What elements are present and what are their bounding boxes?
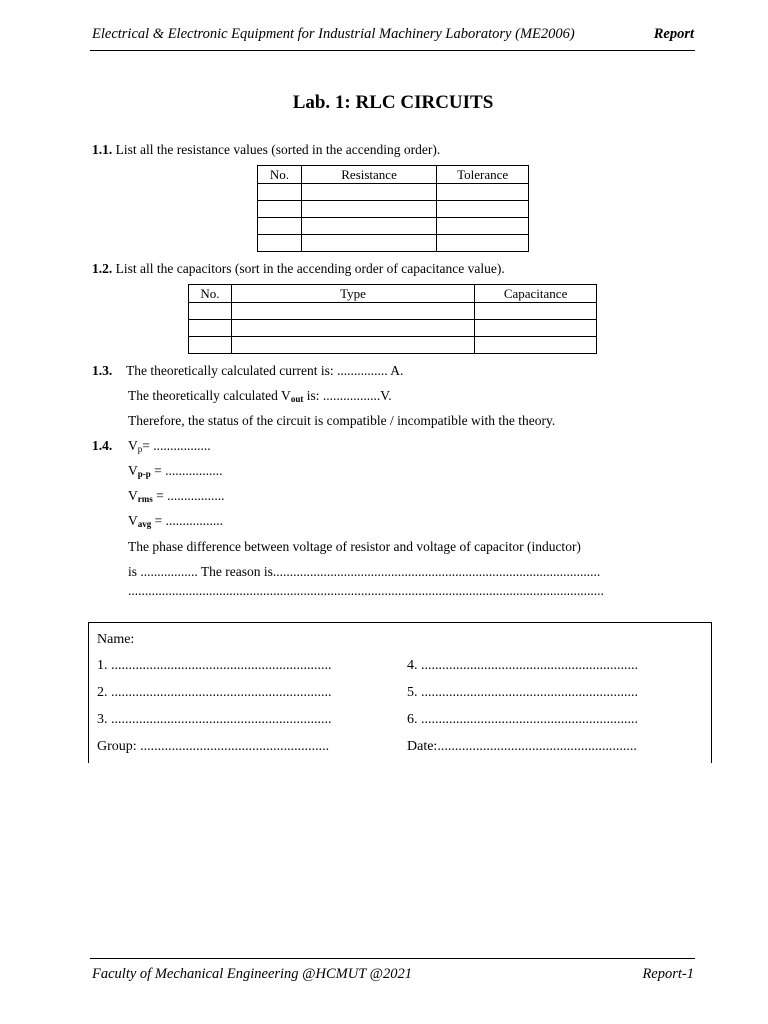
vavg-label: V bbox=[128, 513, 138, 528]
vpp-value: = ................. bbox=[150, 463, 223, 478]
header-report-label: Report bbox=[653, 26, 694, 42]
question-1-1 bbox=[92, 142, 440, 158]
header-course-title: Electrical & Electronic Equipment for Industrial Machinery Laboratory (ME2006) bbox=[92, 26, 575, 42]
name-label: Name: bbox=[97, 632, 135, 647]
column-header: Type bbox=[231, 285, 474, 303]
question-1-4-number bbox=[92, 438, 112, 454]
vrms-subscript: rms bbox=[137, 494, 153, 504]
table-row bbox=[258, 184, 529, 201]
table-cell[interactable] bbox=[231, 337, 474, 354]
table-cell[interactable] bbox=[301, 201, 436, 218]
reason-line: is ................. The reason is................................................................................................. bbox=[128, 564, 601, 579]
question-text: List all the capacitors (sort in the accending order of capacitance value). bbox=[115, 261, 505, 276]
header-rule bbox=[90, 50, 695, 51]
question-number: 1.1. bbox=[92, 142, 113, 157]
question-number: 1.2. bbox=[92, 261, 113, 276]
table-cell[interactable] bbox=[301, 235, 436, 252]
member-1-field[interactable]: 1. ............................................................... bbox=[97, 658, 332, 673]
question-number: 1.4. bbox=[92, 438, 113, 453]
vavg-subscript: avg bbox=[137, 519, 152, 529]
footer-page-label: Report-1 bbox=[642, 966, 694, 982]
table-cell[interactable] bbox=[258, 201, 302, 218]
table-cell[interactable] bbox=[189, 337, 232, 354]
table-row bbox=[189, 303, 597, 320]
vout-subscript: out bbox=[290, 394, 304, 404]
table-cell[interactable] bbox=[231, 320, 474, 337]
column-header: Capacitance bbox=[475, 285, 597, 303]
resistance-table bbox=[257, 165, 529, 252]
footer-faculty: Faculty of Mechanical Engineering @HCMUT @2021 bbox=[92, 966, 412, 982]
vp-subscript: p bbox=[137, 444, 143, 454]
table-cell[interactable] bbox=[231, 303, 474, 320]
vp-value: = ................. bbox=[142, 438, 211, 453]
vrms-value: = ................. bbox=[152, 488, 225, 503]
table-cell[interactable] bbox=[475, 337, 597, 354]
table-cell[interactable] bbox=[189, 320, 232, 337]
date-field[interactable]: Date:......................................................... bbox=[407, 739, 637, 754]
question-1-3-number bbox=[92, 363, 112, 379]
circuit-status-line: Therefore, the status of the circuit is compatible / incompatible with the theory. bbox=[128, 413, 556, 428]
vp-label: V bbox=[128, 438, 138, 453]
column-header: Resistance bbox=[301, 166, 436, 184]
member-6-field[interactable]: 6. .............................................................. bbox=[407, 712, 638, 727]
vout-value: is: .................V. bbox=[303, 388, 392, 403]
calculated-vout-line bbox=[128, 388, 392, 404]
vp-line bbox=[128, 438, 211, 454]
vpp-line bbox=[128, 463, 223, 479]
phase-difference-line: The phase difference between voltage of resistor and voltage of capacitor (inductor) bbox=[128, 539, 581, 554]
group-field[interactable]: Group: ...................................................... bbox=[97, 739, 330, 754]
vout-text: The theoretically calculated V bbox=[128, 388, 291, 403]
member-2-field[interactable]: 2. ............................................................... bbox=[97, 685, 332, 700]
vrms-line bbox=[128, 488, 225, 504]
table-cell[interactable] bbox=[437, 184, 529, 201]
member-5-field[interactable]: 5. .............................................................. bbox=[407, 685, 638, 700]
table-cell[interactable] bbox=[258, 218, 302, 235]
vavg-line bbox=[128, 513, 223, 529]
table-row bbox=[258, 218, 529, 235]
table-cell[interactable] bbox=[437, 218, 529, 235]
vrms-label: V bbox=[128, 488, 138, 503]
column-header: Tolerance bbox=[437, 166, 529, 184]
table-row bbox=[258, 201, 529, 218]
table-cell[interactable] bbox=[437, 235, 529, 252]
member-3-field[interactable]: 3. ............................................................... bbox=[97, 712, 332, 727]
page-title: Lab. 1: RLC CIRCUITS bbox=[292, 92, 494, 113]
footer-rule bbox=[90, 958, 695, 959]
question-1-2 bbox=[92, 261, 505, 277]
vpp-label: V bbox=[128, 463, 138, 478]
table-cell[interactable] bbox=[437, 201, 529, 218]
table-row bbox=[189, 320, 597, 337]
table-cell[interactable] bbox=[258, 235, 302, 252]
group-members-box bbox=[88, 622, 712, 763]
table-row bbox=[189, 337, 597, 354]
question-text: List all the resistance values (sorted in the accending order). bbox=[115, 142, 441, 157]
table-cell[interactable] bbox=[301, 218, 436, 235]
table-cell[interactable] bbox=[258, 184, 302, 201]
calculated-current-line: The theoretically calculated current is: ............... A. bbox=[126, 363, 404, 378]
column-header: No. bbox=[258, 166, 302, 184]
member-4-field[interactable]: 4. .............................................................. bbox=[407, 658, 638, 673]
table-cell[interactable] bbox=[189, 303, 232, 320]
column-header: No. bbox=[189, 285, 232, 303]
capacitor-table bbox=[188, 284, 597, 354]
vpp-subscript: p-p bbox=[137, 469, 151, 479]
table-cell[interactable] bbox=[475, 303, 597, 320]
question-number: 1.3. bbox=[92, 363, 113, 378]
table-row bbox=[258, 235, 529, 252]
table-cell[interactable] bbox=[475, 320, 597, 337]
reason-continuation-line: ............................................................................................................................................. bbox=[128, 583, 604, 598]
vavg-value: = ................. bbox=[151, 513, 223, 528]
table-cell[interactable] bbox=[301, 184, 436, 201]
